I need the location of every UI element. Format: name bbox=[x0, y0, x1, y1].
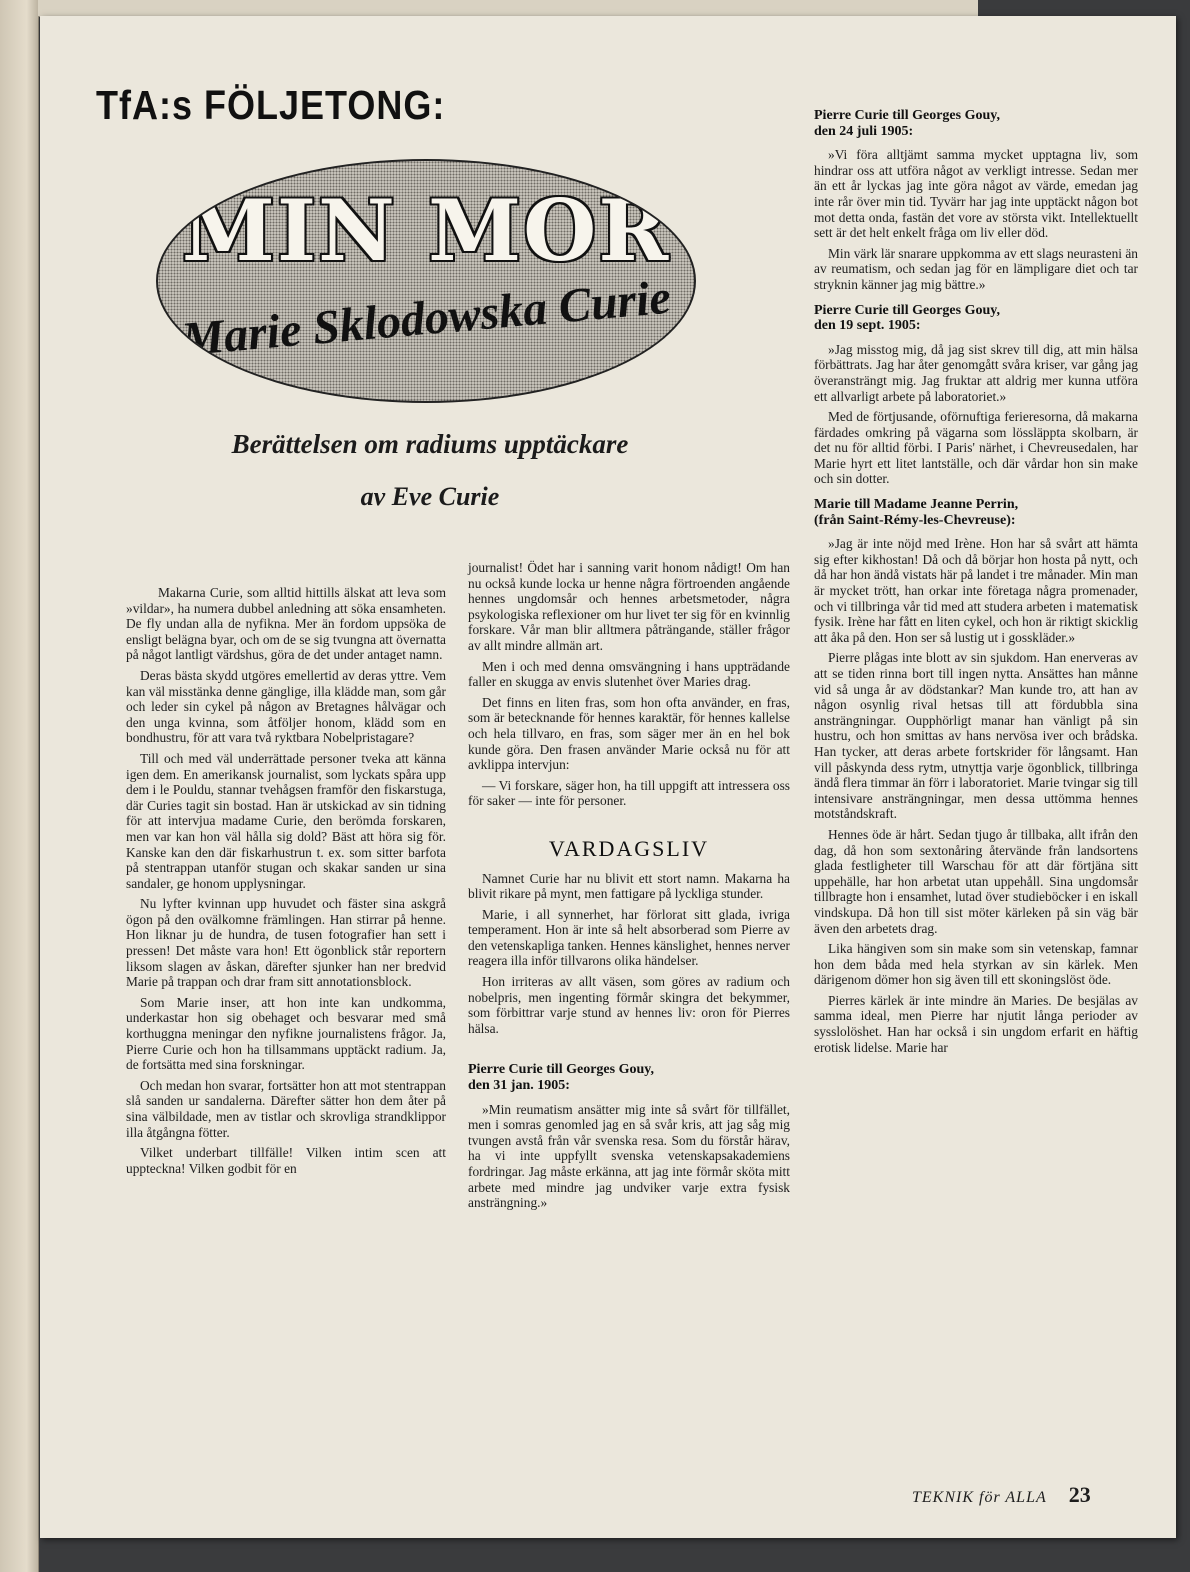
text-column-3 bbox=[814, 108, 1138, 1060]
letter-text: »Min reumatism ansätter mig inte så svårt för tillfället, men i somras genomled jag en så svår kris, att jag såg mig tvungen avstå från vår svenska resa. Som du förstår härav, ha vi inte uppfyllt svenska vetenskapsakademiens fordringar. Jag måste erkänna, att jag inte förmår sköta mitt arbete med mindre jag undviker varje extra fysisk ansträngning.» bbox=[468, 1101, 790, 1211]
paragraph: Lika hängiven som sin make som sin vetenskap, famnar hon dem båda med hela styrkan av sin kärlek. Men därigenom dömer hon sig även till ett skoningslöst öde. bbox=[814, 941, 1138, 988]
section-heading: VARDAGSLIV bbox=[548, 835, 710, 861]
facing-page-edge bbox=[0, 0, 39, 1572]
letter-heading-line: den 24 juli 1905: bbox=[814, 123, 914, 139]
letter-text: »Vi föra alltjämt samma mycket upptagna liv, som hindrar oss att utföra något av verkligt intresse. Sedan mer än ett år lyckas jag inte göra något av värde, emedan jag inte rår över min tid. Tyvärr har jag inte upptäckt någon bot mot detta onda, fastän det vore av största vikt. Intellektuellt sett är det helt enkelt fråga om liv eller död. bbox=[814, 147, 1138, 241]
paragraph: Det finns en liten fras, som hon ofta använder, en fras, som är betecknande för hennes karaktär, för hennes kallelse och hela tillvaro, en fras, som säger mer än en hel bok kunde göra. Den frasen använder Marie också nu för att avklippa intervjun: bbox=[468, 694, 790, 773]
article-byline: av Eve Curie bbox=[360, 482, 500, 511]
article-subtitle: Berättelsen om radiums upptäckare bbox=[231, 429, 629, 459]
page-footer bbox=[912, 1482, 1091, 1508]
letter-heading-line: (från Saint-Rémy-les-Chevreuse): bbox=[814, 512, 1016, 528]
letter-heading-line: Pierre Curie till Georges Gouy, bbox=[814, 108, 1000, 123]
paragraph: Marie, i all synnerhet, har förlorat sitt glada, ivriga temperament. Hon är inte så helt absorberad som Pierre av den vetenskapliga tanken. Hennes känslighet, hennes nerver reagera illa inför tillvarons olika händelser. bbox=[468, 906, 791, 969]
letter-heading bbox=[468, 1062, 790, 1093]
letter-heading bbox=[814, 108, 1138, 139]
paragraph: Pierres kärlek är inte mindre än Maries. De besjälas av samma ideal, men Pierre har njutit långa perioder av sysslolöshet. Han har också i sin ungdom erfarit en häftig erotisk lidelse. Marie har bbox=[814, 992, 1138, 1055]
paragraph: Makarna Curie, som alltid hittills älskat att leva som »vildar», ha numera dubbel anledning att söka ensamheten. De fly undan alla de nyfikna. Mer än fordom uppsöka de ensligt belägna byar, och om de se sig tvungna att övernatta på något lantligt värdshus, göra de det under antaget namn. bbox=[126, 585, 446, 663]
paragraph: Nu lyfter kvinnan upp huvudet och fäster sina askgrå ögon på den ovälkomne främlingen. Han stirrar på henne. Hon liknar ju de hundra, de tusen fotografier han sett i pressen! Det måste vara hon! Ett ögonblick står reportern liksom slagen av åskan, därefter sjunker han ner bredvid Marie på trappan och drar fram sitt annotationsblock. bbox=[126, 896, 446, 990]
letter-heading-line: Pierre Curie till Georges Gouy, bbox=[814, 302, 1000, 318]
main-title: MIN MOR bbox=[181, 181, 671, 280]
paragraph: Hon irriteras av allt väsen, som göres av radium och nobelpris, men ingenting förmår skingra det bekymmer, som förbittrar varje stund av hennes liv: oron för Pierres hälsa. bbox=[468, 974, 790, 1036]
stacked-pages-edge bbox=[38, 0, 978, 17]
letter-heading-line: Pierre Curie till Georges Gouy, bbox=[468, 1062, 654, 1078]
serial-kicker: TfA:s FÖLJETONG: bbox=[96, 82, 446, 128]
paragraph: Till och med väl underrättade personer tveka att känna igen dem. En amerikansk journalist, som lyckats spåra upp dem i le Pouldu, stannar tvehågsen framför den fiskarstuga, där Curies tagit sin bostad. Han är utskickad av sin tidning för att intervjua madame Curie, den berömda forskaren, men var kan hon väl hålla sig dold? Bäst att höra sig för. Kanske kan den där fiskarhustrun t. ex. som sitter barfota på stentrappan utanför stugan och skakar sanden ur sina sandaler, ge honom upplysningar. bbox=[126, 750, 446, 891]
letter-heading-line: Marie till Madame Jeanne Perrin, bbox=[814, 497, 1019, 513]
letter-heading bbox=[814, 497, 1138, 528]
letter-heading bbox=[814, 303, 1138, 334]
paragraph: Och medan hon svarar, fortsätter hon att mot stentrappan slå sanden ur sandalerna. Därefter sätter hon dem åter på sina välbildade, men av tistlar och skrovliga strandklippor illa åtgångna fötter. bbox=[126, 1077, 446, 1140]
paragraph: Pierre plågas inte blott av sin sjukdom. Han enerveras av att se tiden rinna bort till ingen nytta. Ansättes han månne vid så unga år av dödstankar? Man kunde tro, att han av någon osynlig rival hetsas till att fördubbla sina ansträngningar. Oupphörligt manar han vänligt på sin hustru, och hon smittas av hans nervösa iver och brådska. Han tycker, att deras arbete fortskrider för långsamt. Han vill påskynda dess rytm, utnyttja varje ögonblick, tillbringa ändå flera timmar än förr i laboratoriet. Marie tvingar sig till intensivare ansträngningar, men dessa uttömma hennes motståndskraft. bbox=[814, 650, 1138, 822]
paragraph: Men i och med denna omsvängning i hans uppträdande faller en skugga av envis slutenhet över Maries drag. bbox=[468, 658, 790, 690]
magazine-page bbox=[40, 16, 1176, 1538]
paragraph: Vilket underbart tillfälle! Vilken intim scen att uppteckna! Vilken godbit för en bbox=[126, 1145, 446, 1176]
paragraph: Hennes öde är hårt. Sedan tjugo år tillbaka, allt ifrån den dag, då hon som sextonåring återvände från landsortens glada festligheter till Warschau för att där förtjäna sitt uppehälle, har hon arbetat utan uppehåll. Sina ungdomsår tillbragte hon i ensamhet, lutad över studieböcker i en iskall vindskupa. Då hon till sist möter kärleken på sin väg bär även den arbetets drag. bbox=[814, 826, 1138, 936]
letter-text: »Jag misstog mig, då jag sist skrev till dig, att min hälsa förbättrats. Jag har åter genomgått svåra kriser, var gång jag överansträngt mig. Jag fruktar att aldrig mer kunna utföra ett allvarligt arbete på laboratoriet.» bbox=[814, 341, 1138, 404]
page-number: 23 bbox=[1068, 1482, 1091, 1507]
letter-heading-line: den 19 sept. 1905: bbox=[814, 318, 921, 334]
letter-text: »Jag är inte nöjd med Irène. Hon har så svårt att hämta sig efter kikhostan! Då och då börjar hon hosta på nytt, och då har hon ändå vistats här på landet i tre månader. Min man är mycket trött, han orkar inte företaga några promenader, och vi tillbringa vår tid med att studera arbeten i matematisk fysik. Irène har fått en liten cykel, och hon är riktigt skicklig att åka på den. Hon ser så lustig ut i gosskläder.» bbox=[814, 536, 1138, 645]
paragraph: Som Marie inser, att hon inte kan undkomma, underkastar hon sig obehaget och besvarar med små korthuggna meningar den nyfikne journalistens frågor. Ja, Pierre Curie och hon ha tillsammans upptäckt radium. Ja, de fortsätta med sina forskningar. bbox=[126, 994, 446, 1073]
title-oval bbox=[156, 159, 696, 403]
paragraph: Med de förtjusande, oförnuftiga ferieresorna, då makarna färdades omkring på vägarna som lössläppta skolbarn, är det nu för alltid förbi. I Paris' närhet, i Chevreusedalen, har Marie hyrt ett litet lantställe, och där vårdar hon sin make och sin dotter. bbox=[814, 409, 1138, 487]
paragraph: journalist! Ödet har i sanning varit honom nådigt! Om han nu också kunde locka ur henne några förtroenden angående hennes ungdomsår och hennes arbetsmetoder, några psykologiska reflexioner om hur livet ter sig för en kvinnlig forskare. Vår man blir alltmera påträngande, ställer frågor av allt mindre allmän art. bbox=[468, 560, 790, 653]
paragraph: Namnet Curie har nu blivit ett stort namn. Makarna ha blivit rikare på mynt, men fattigare på lyckliga stunder. bbox=[468, 870, 790, 902]
text-column-2 bbox=[468, 560, 790, 1216]
text-column-1 bbox=[126, 585, 446, 1181]
paragraph: Deras bästa skydd utgöres emellertid av deras yttre. Vem kan väl misstänka denne gänglige, illa klädde man, som går och leder sin cykel på någon av Bretagnes hålvägar och den unga kvinna, som åtföljer honom, klädd som en bondhustru, för att vara två ryktbara Nobelpristagare? bbox=[126, 667, 446, 746]
paragraph: — Vi forskare, säger hon, ha till uppgift att intressera oss för saker — inte för personer. bbox=[468, 777, 790, 809]
magazine-name: TEKNIK för ALLA bbox=[912, 1489, 1047, 1506]
script-subject-name: Marie Sklodowska Curie bbox=[179, 270, 673, 367]
letter-heading-line: den 31 jan. 1905: bbox=[468, 1078, 570, 1094]
letter-text: Min värk lär snarare uppkomma av ett slags neurasteni än av reumatism, och sedan jag för en lämpligare diet och tar stryknin känner jag mig bättre.» bbox=[814, 245, 1138, 292]
